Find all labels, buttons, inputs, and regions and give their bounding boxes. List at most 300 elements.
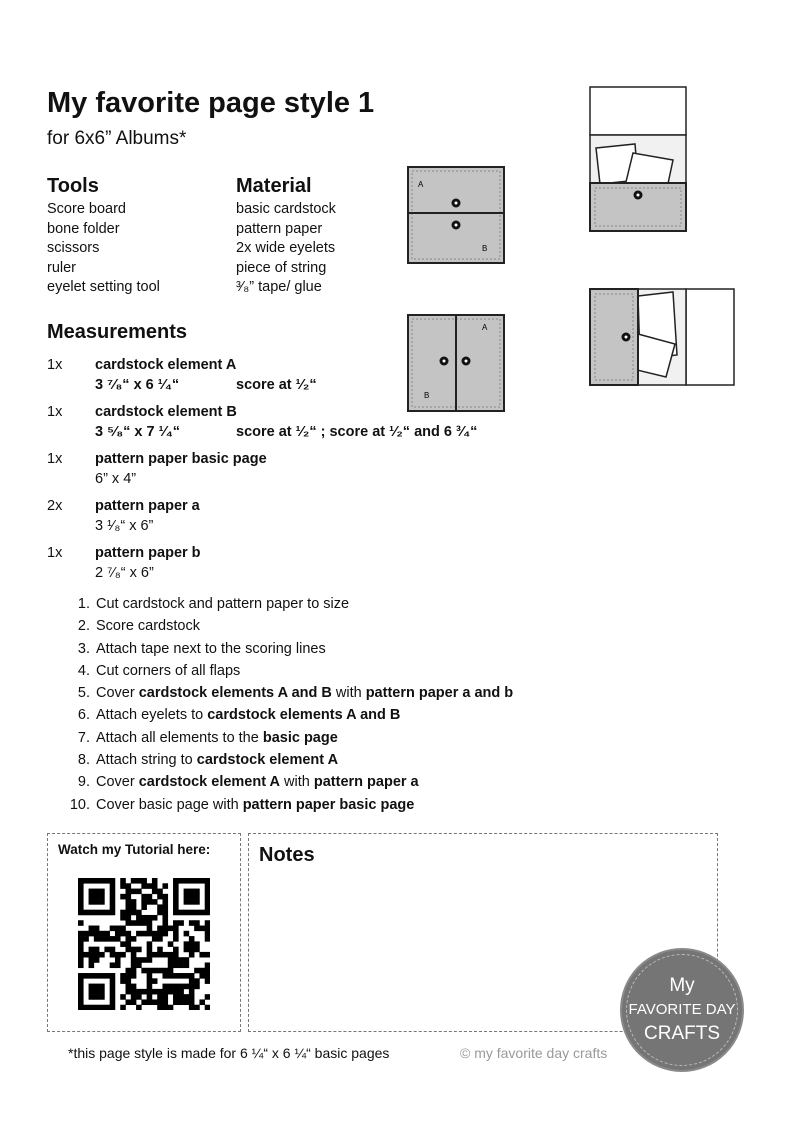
qr-module: [83, 878, 89, 884]
name-line: [95, 544, 507, 564]
item-name: pattern paper a: [95, 498, 200, 514]
qr-module: [147, 920, 153, 926]
qr-module: [184, 889, 190, 895]
qr-module: [194, 899, 200, 905]
step-item: [60, 615, 513, 637]
qr-module: [104, 1005, 110, 1010]
step-segment: Cut corners of all flaps: [96, 662, 241, 679]
qr-module: [147, 999, 153, 1005]
qr-module: [78, 999, 84, 1005]
qr-module: [136, 910, 142, 916]
qr-module: [89, 878, 95, 884]
qr-module: [141, 968, 147, 974]
qr-module: [147, 978, 153, 984]
step-emphasis: pattern paper a and b: [365, 685, 514, 702]
qr-module: [120, 952, 126, 958]
qr-module: [141, 915, 147, 921]
qr-module: [184, 941, 190, 947]
qr-module: [205, 968, 210, 974]
qr-module: [173, 904, 179, 910]
measurement-row: [47, 497, 507, 544]
qr-module: [110, 878, 116, 884]
qr-module: [152, 889, 158, 895]
dims-line: [95, 423, 507, 443]
qr-module: [99, 910, 105, 916]
qr-module: [126, 999, 132, 1005]
measurement-row: [47, 544, 507, 591]
qr-module: [99, 889, 105, 895]
qr-module: [141, 878, 147, 884]
qty: 1x: [47, 451, 63, 467]
qr-module: [157, 989, 163, 995]
material-item: piece of string: [236, 259, 327, 276]
qr-module: [189, 999, 195, 1005]
tool-item: eyelet setting tool: [47, 279, 160, 296]
measurement-details: [95, 497, 507, 544]
qr-module: [120, 994, 126, 1000]
qr-module: [136, 994, 142, 1000]
qr-module: [178, 920, 184, 926]
qr-module: [131, 952, 137, 958]
qr-module: [152, 878, 158, 884]
step-segment: Attach string to: [96, 752, 197, 769]
qr-module: [78, 957, 84, 963]
qr-module: [147, 989, 153, 995]
qr-module: [131, 936, 137, 942]
qr-module: [94, 910, 100, 916]
step-segment: Cut cardstock and pattern paper to size: [96, 596, 350, 612]
qr-module: [173, 920, 179, 926]
qr-module: [152, 936, 158, 942]
qr-module: [131, 910, 137, 916]
qr-module: [152, 989, 158, 995]
qr-module: [131, 957, 137, 963]
qr-module: [131, 999, 137, 1005]
qr-module: [78, 894, 84, 900]
qr-module: [94, 878, 100, 884]
step-number: 9.: [77, 774, 90, 791]
qr-module: [141, 931, 147, 937]
qr-module: [168, 941, 174, 947]
qr-module: [89, 894, 95, 900]
dims: 2 ⁷⁄₈“ x 6”: [95, 564, 154, 581]
qr-module: [147, 883, 153, 889]
qty: 2x: [47, 498, 63, 514]
qr-module: [141, 999, 147, 1005]
qr-module: [141, 904, 147, 910]
qr-module: [94, 931, 100, 937]
qr-module: [94, 899, 100, 905]
qr-module: [162, 899, 168, 905]
qr-module: [83, 910, 89, 916]
qr-module: [78, 973, 84, 979]
qr-module: [173, 889, 179, 895]
qr-module: [184, 962, 190, 968]
qr-module: [184, 878, 190, 884]
step-number: 7.: [77, 729, 90, 746]
qr-module: [110, 1005, 116, 1010]
qr-module: [162, 968, 168, 974]
dims: 3 ⁵⁄₈“ x 7 ¹⁄₄“: [95, 423, 180, 440]
qr-module: [89, 931, 95, 937]
qr-module: [152, 899, 158, 905]
qr-module: [104, 936, 110, 942]
qr-module: [189, 936, 195, 942]
qty: 1x: [47, 545, 63, 561]
material-item: ³⁄₈” tape/ glue: [236, 279, 322, 296]
step-item: [60, 682, 513, 704]
dims: 6” x 4”: [95, 470, 137, 487]
step-segment: with: [280, 774, 314, 791]
qr-module: [110, 883, 116, 889]
qr-module: [131, 889, 137, 895]
material-heading: Material: [236, 175, 312, 197]
qr-module: [78, 883, 84, 889]
step-number: 1.: [77, 596, 90, 612]
qr-module: [78, 978, 84, 984]
item-name: cardstock element B: [95, 404, 237, 420]
qr-module: [83, 1005, 89, 1010]
qr-module: [110, 978, 116, 984]
qr-module: [189, 878, 195, 884]
qr-module: [189, 984, 195, 990]
step-number: 10.: [69, 796, 90, 813]
step-item: [60, 727, 513, 749]
qr-module: [131, 968, 137, 974]
material-item: pattern paper: [236, 220, 323, 237]
qr-module: [189, 989, 195, 995]
qr-module: [131, 904, 137, 910]
step-segment: Cover: [96, 685, 139, 702]
qr-module: [99, 931, 105, 937]
qr-module: [178, 989, 184, 995]
qr-module: [147, 968, 153, 974]
qr-module: [184, 999, 190, 1005]
qr-module: [173, 957, 179, 963]
step-number: 3.: [77, 640, 90, 657]
qr-module: [89, 973, 95, 979]
qr-module: [173, 947, 179, 953]
qr-module: [194, 894, 200, 900]
tutorial-label: Watch my Tutorial here:: [58, 842, 211, 857]
step-emphasis: pattern paper basic page: [242, 796, 415, 813]
step-emphasis: basic page: [262, 729, 338, 746]
qr-module: [173, 994, 179, 1000]
qr-module: [184, 994, 190, 1000]
qr-module: [141, 899, 147, 905]
qr-module: [205, 904, 210, 910]
qr-module: [110, 904, 116, 910]
qr-module: [136, 931, 142, 937]
label-a: A: [418, 180, 424, 189]
step-item: [60, 593, 513, 615]
qr-module: [89, 910, 95, 916]
qr-module: [115, 952, 121, 958]
qr-module: [168, 1005, 174, 1010]
qr-module: [120, 894, 126, 900]
qr-module: [99, 878, 105, 884]
qr-module: [136, 889, 142, 895]
qr-module: [184, 894, 190, 900]
measurements-heading: Measurements: [47, 321, 188, 343]
qr-module: [162, 984, 168, 990]
qr-module: [157, 936, 163, 942]
qr-module: [89, 994, 95, 1000]
qr-module: [110, 926, 116, 932]
qr-module: [110, 936, 116, 942]
qr-module: [120, 941, 126, 947]
qr-module: [78, 931, 84, 937]
qr-module: [78, 904, 84, 910]
step-item: [60, 704, 513, 726]
qr-module: [205, 931, 210, 937]
qr-module: [120, 926, 126, 932]
qr-module: [184, 957, 190, 963]
qr-module: [94, 957, 100, 963]
qr-module: [94, 952, 100, 958]
qr-module: [178, 973, 184, 979]
qr-module: [173, 936, 179, 942]
page-title: My favorite page style 1: [47, 87, 375, 119]
qr-module: [199, 999, 205, 1005]
step-segment: Attach tape next to the scoring lines: [96, 640, 326, 657]
qr-module: [147, 899, 153, 905]
score: score at ¹⁄₂“: [236, 376, 317, 393]
label-a: A: [482, 323, 488, 332]
qr-module: [110, 984, 116, 990]
qr-module: [194, 978, 200, 984]
qr-module: [168, 957, 174, 963]
qr-module: [173, 984, 179, 990]
qr-module: [99, 1005, 105, 1010]
qr-module: [110, 894, 116, 900]
qr-module: [199, 910, 205, 916]
qr-module: [126, 899, 132, 905]
qr-module: [89, 989, 95, 995]
brand-logo: [620, 948, 744, 1072]
qr-module: [147, 973, 153, 979]
qr-module: [184, 899, 190, 905]
step-number: 8.: [77, 752, 90, 769]
qr-module: [147, 894, 153, 900]
qr-module: [168, 968, 174, 974]
qr-module: [94, 994, 100, 1000]
step-item: [60, 638, 513, 660]
qr-module: [104, 973, 110, 979]
step-emphasis: cardstock element A: [138, 774, 281, 791]
qr-module: [147, 915, 153, 921]
qr-module: [205, 878, 210, 884]
qr-module: [120, 878, 126, 884]
tool-item: bone folder: [47, 220, 120, 237]
qr-module: [189, 952, 195, 958]
qr-module: [189, 910, 195, 916]
qr-module: [147, 941, 153, 947]
qr-module: [199, 952, 205, 958]
qr-module: [205, 894, 210, 900]
qr-module: [162, 931, 168, 937]
qr-module: [168, 962, 174, 968]
qr-module: [162, 883, 168, 889]
qr-module: [205, 910, 210, 916]
qr-module: [152, 999, 158, 1005]
qr-module: [126, 889, 132, 895]
qr-module: [194, 926, 200, 932]
qr-module: [152, 883, 158, 889]
qr-module: [136, 915, 142, 921]
qr-module: [94, 984, 100, 990]
step-segment: Cover basic page with: [96, 796, 243, 813]
qr-module: [194, 910, 200, 916]
qr-module: [147, 947, 153, 953]
qr-module: [205, 994, 210, 1000]
qr-module: [189, 889, 195, 895]
qr-module: [120, 883, 126, 889]
qr-module: [194, 947, 200, 953]
qr-module: [126, 910, 132, 916]
qr-module: [147, 994, 153, 1000]
qr-module: [178, 957, 184, 963]
qr-module: [173, 952, 179, 958]
qr-module: [104, 910, 110, 916]
tool-item: scissors: [47, 240, 100, 257]
qr-module: [162, 973, 168, 979]
qr-module: [189, 941, 195, 947]
measurement-details: [95, 450, 507, 497]
qr-module: [205, 889, 210, 895]
qr-module: [136, 957, 142, 963]
qr-module: [99, 952, 105, 958]
qr-module: [126, 931, 132, 937]
qr-module: [157, 894, 163, 900]
qr-module: [131, 989, 137, 995]
qr-module: [205, 962, 210, 968]
qr-module: [205, 920, 210, 926]
material-item: 2x wide eyelets: [236, 240, 336, 257]
qr-module: [194, 1005, 200, 1010]
qr-module: [189, 973, 195, 979]
qr-module: [78, 936, 84, 942]
qr-module: [94, 947, 100, 953]
qr-module: [110, 962, 116, 968]
step-number: 5.: [77, 685, 90, 702]
step-item: [60, 749, 513, 771]
qr-module: [115, 962, 121, 968]
qr-module: [178, 999, 184, 1005]
qr-module: [173, 962, 179, 968]
logo-line: CRAFTS: [644, 1023, 720, 1044]
diagram-vertical-open: [588, 287, 738, 389]
qr-module: [94, 926, 100, 932]
qr-module: [104, 931, 110, 937]
qr-module: [162, 915, 168, 921]
qr-module: [157, 904, 163, 910]
tools-heading: Tools: [47, 175, 99, 197]
qr-module: [141, 989, 147, 995]
qr-module: [78, 899, 84, 905]
step-item: [60, 660, 513, 682]
qr-module: [189, 1005, 195, 1010]
qr-module: [99, 994, 105, 1000]
qr-module: [205, 973, 210, 979]
step-segment: Cover: [96, 774, 139, 791]
qr-module: [78, 920, 84, 926]
dims: 3 ⁷⁄₈“ x 6 ¹⁄₄“: [95, 376, 180, 393]
qr-module: [173, 894, 179, 900]
dims-line: [95, 564, 507, 584]
tool-item: ruler: [47, 259, 77, 276]
step-number: 2.: [77, 618, 90, 635]
qr-module: [173, 910, 179, 916]
qr-module: [184, 910, 190, 916]
qr-module: [115, 936, 121, 942]
qr-module: [110, 910, 116, 916]
name-line: [95, 497, 507, 517]
qr-module: [141, 894, 147, 900]
qr-module: [104, 947, 110, 953]
qr-module: [157, 968, 163, 974]
qr-module: [83, 936, 89, 942]
qr-module: [78, 994, 84, 1000]
qr-module: [126, 989, 132, 995]
qr-module: [194, 878, 200, 884]
qr-module: [136, 989, 142, 995]
qr-module: [126, 941, 132, 947]
qr-module: [184, 931, 190, 937]
item-name: cardstock element A: [95, 357, 237, 373]
label-b: B: [482, 244, 488, 253]
qr-module: [99, 894, 105, 900]
qr-module: [94, 973, 100, 979]
qr-module: [199, 973, 205, 979]
qr-module: [194, 984, 200, 990]
qr-module: [205, 952, 210, 958]
qr-module: [110, 989, 116, 995]
qr-module: [184, 984, 190, 990]
qr-module: [126, 978, 132, 984]
qr-module: [194, 941, 200, 947]
material-list: [236, 200, 336, 298]
step-segment: Score cardstock: [96, 618, 200, 635]
step-emphasis: cardstock element A: [196, 752, 339, 769]
qr-module: [173, 999, 179, 1005]
qr-module: [173, 931, 179, 937]
step-segment: Attach eyelets to: [96, 707, 208, 724]
qr-module: [162, 994, 168, 1000]
qr-module: [184, 973, 190, 979]
qr-code[interactable]: [78, 878, 210, 1010]
dims-line: [95, 517, 507, 537]
step-number: 6.: [77, 707, 90, 724]
score: score at ¹⁄₂“ ; score at ¹⁄₂“ and 6 ³⁄₄“: [236, 423, 478, 440]
step-emphasis: cardstock elements A and B: [138, 685, 332, 702]
qr-module: [141, 920, 147, 926]
qr-module: [136, 962, 142, 968]
qr-module: [115, 957, 121, 963]
qr-module: [168, 989, 174, 995]
qr-module: [152, 931, 158, 937]
qr-module: [136, 1005, 142, 1010]
tools-list: [47, 200, 160, 298]
qr-module: [110, 899, 116, 905]
item-name: pattern paper b: [95, 545, 201, 561]
qr-module: [89, 962, 95, 968]
qr-module: [110, 947, 116, 953]
qr-module: [83, 952, 89, 958]
qr-module: [120, 915, 126, 921]
qr-module: [89, 899, 95, 905]
qr-module: [83, 973, 89, 979]
